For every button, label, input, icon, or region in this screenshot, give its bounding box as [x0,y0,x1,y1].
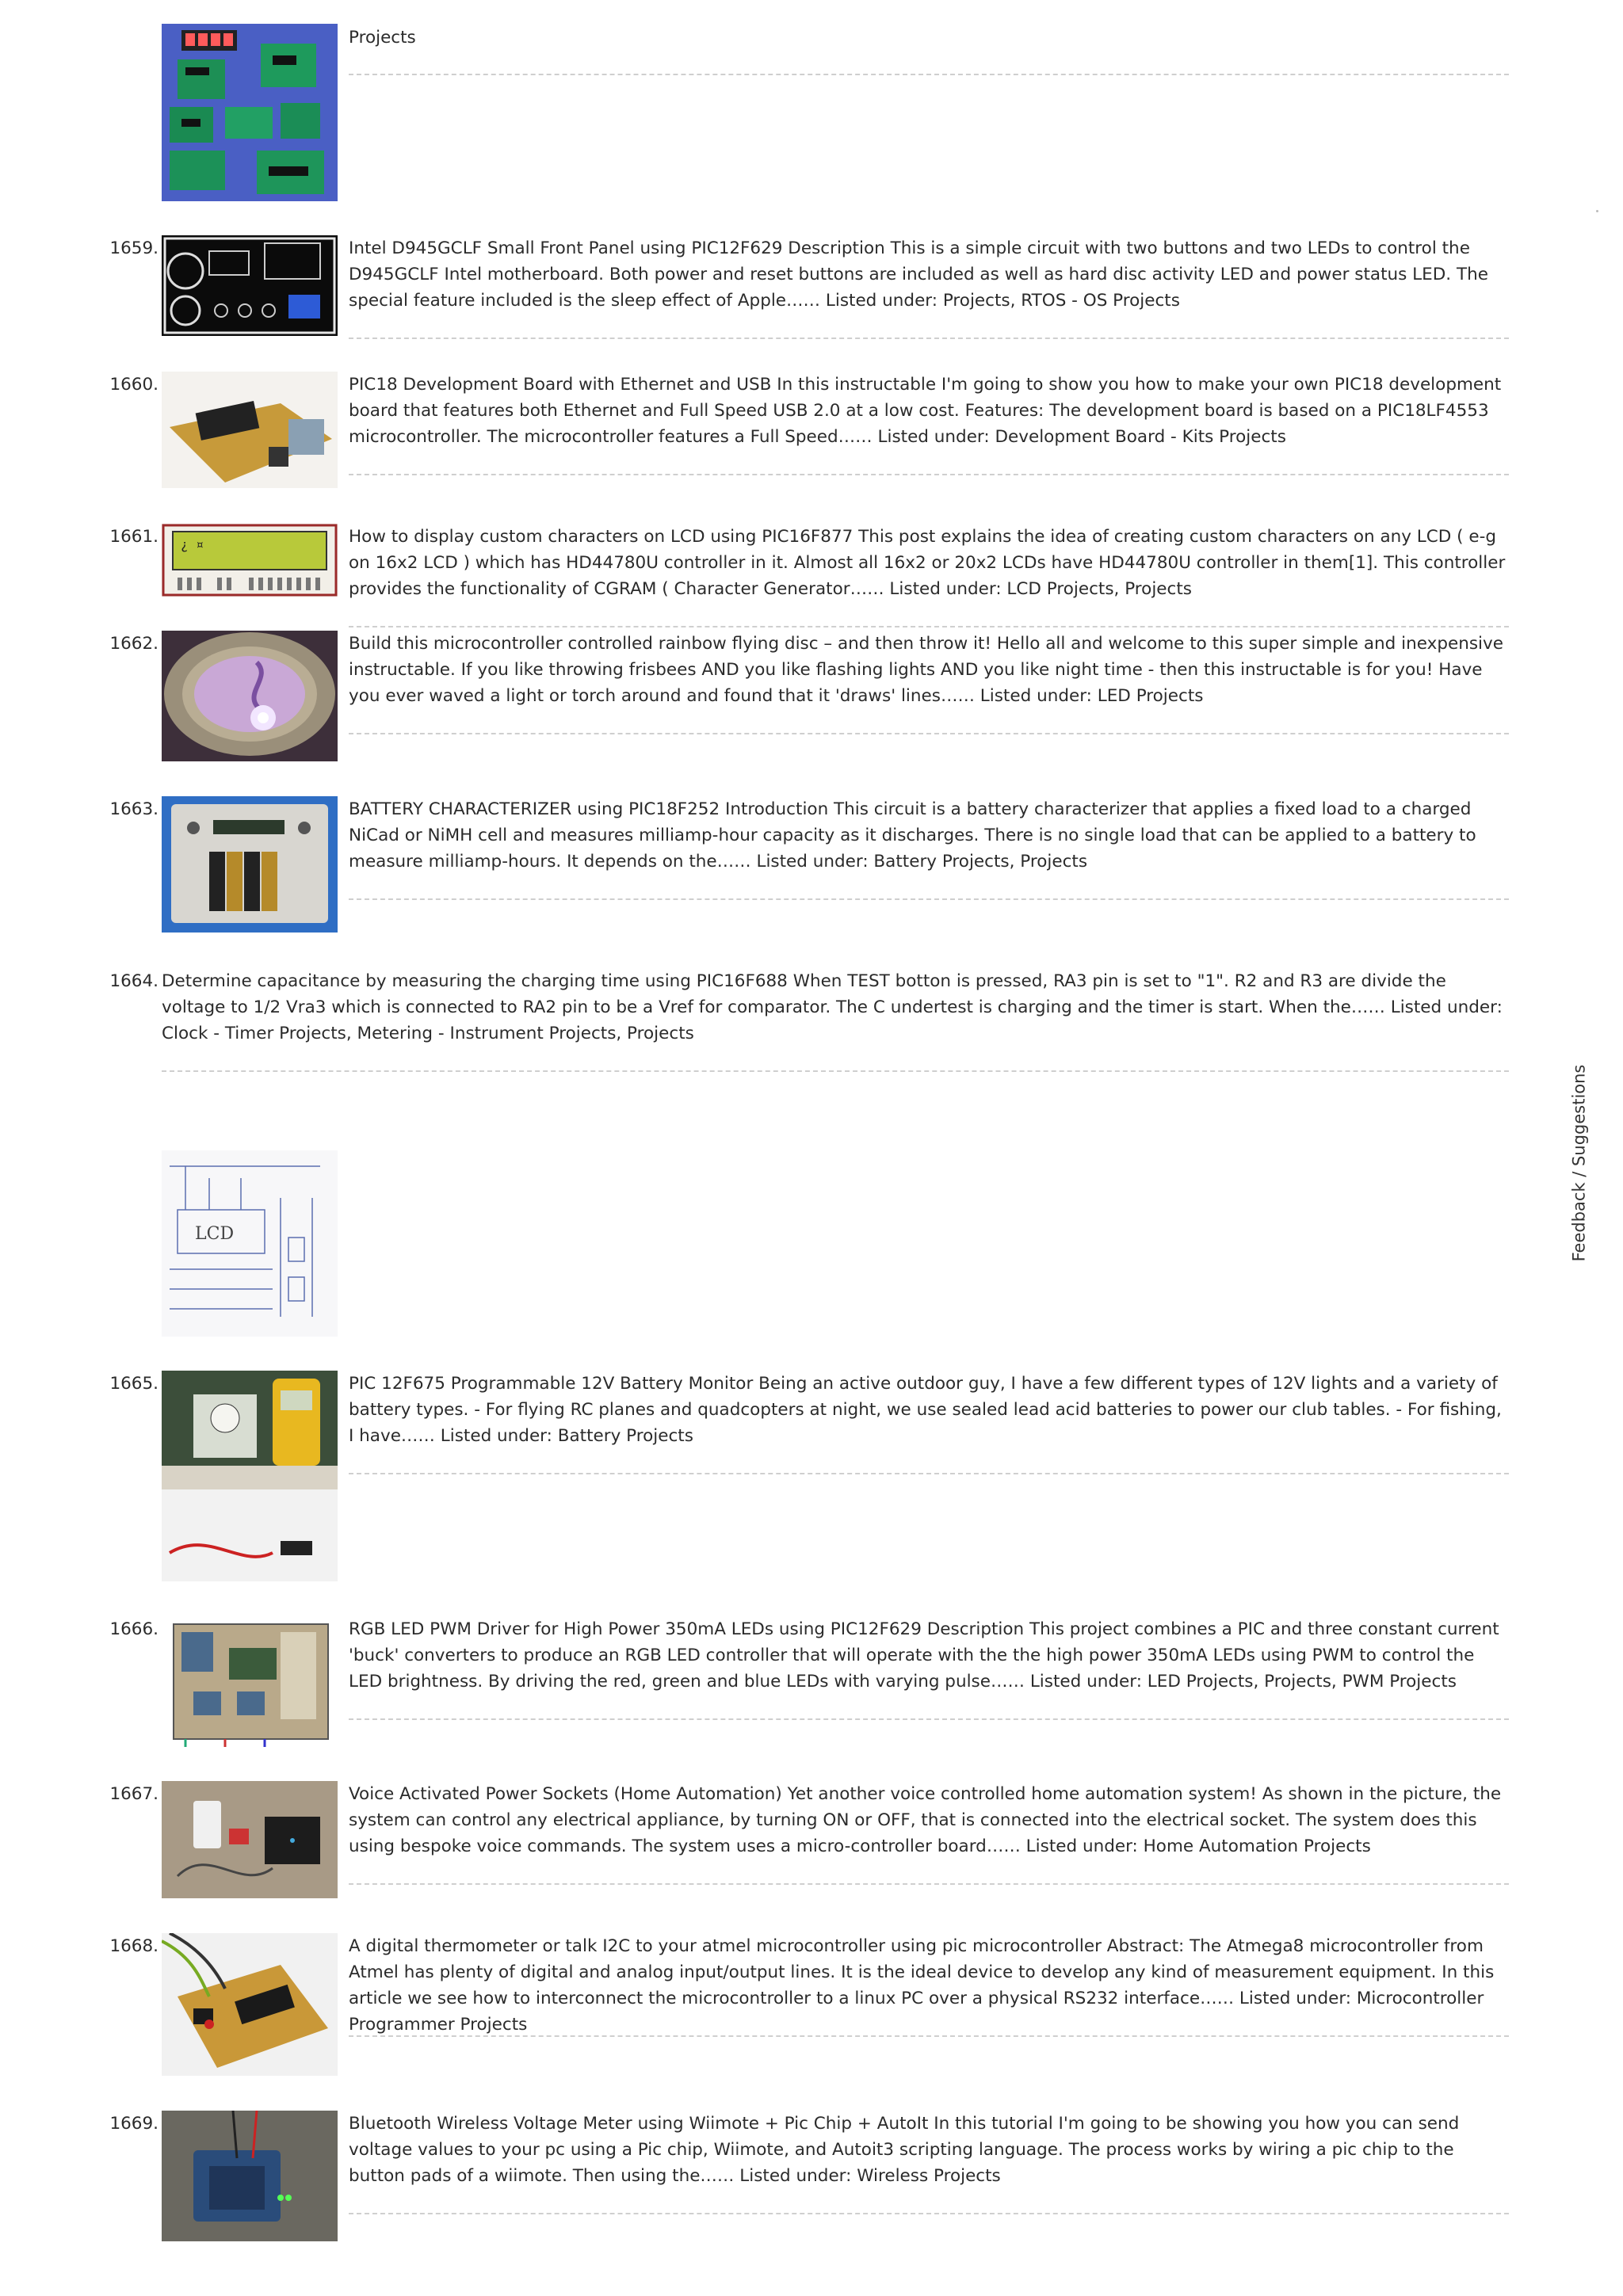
project-thumbnail[interactable] [162,24,338,201]
scroll-marker [1596,210,1598,212]
entry-number: 1662. [109,634,158,654]
entry-divider [349,1473,1509,1474]
entry-divider [349,1883,1509,1885]
project-description[interactable]: PIC 12F675 Programmable 12V Battery Monitor Being an active outdoor guy, I have a few different types of 12V lights and a variety of battery types. - For flying RC planes and quadcopters at night, we use sealed lead acid batteries to power our club tables. - For fishing, I have…… Listed under: Battery Projects [349,1374,1502,1446]
project-description[interactable]: BATTERY CHARACTERIZER using PIC18F252 Introduction This circuit is a battery characterizer that applies a fixed load to a charged NiCad or NiMH cell and measures milliamp-hour capacity as it discharges. There is no single load that can be applied to a battery to measure milliamp-hours. It depends on the…… Listed under: Battery Projects, Projects [349,799,1476,871]
project-thumbnail[interactable] [162,1150,338,1337]
project-thumbnail[interactable] [162,1933,338,2076]
project-description[interactable]: Intel D945GCLF Small Front Panel using PIC12F629 Description This is a simple circuit with two buttons and two LEDs to control the D945GCLF Intel motherboard. Both power and reset buttons are included as well as hard disc activity LED and power status LED. The special feature included is the sleep effect of Apple…… Listed under: Projects, RTOS - OS Projects [349,238,1488,311]
entry-divider [349,338,1509,339]
entry-divider [162,1070,1509,1072]
project-description[interactable]: PIC18 Development Board with Ethernet and USB In this instructable I'm going to show you how to make your own PIC18 development board that features both Ethernet and Full Speed USB 2.0 at a low cost. Features: The development board is based on a PIC18LF4553 microcontroller. The microcontroller features a Full Speed…… Listed under: Development Board - Kits Projects [349,375,1502,447]
project-description[interactable]: Build this microcontroller controlled rainbow flying disc – and then throw it! Hello all and welcome to this super simple and inexpensive instructable. If you like throwing frisbees AND you like flashing lights AND you like night time - then this instructable is for you! Have you ever waved a light or torch around and found that it 'draws' lines…… Listed under: LED Projects [349,634,1503,706]
project-thumbnail[interactable] [162,631,338,761]
entry-number: 1661. [109,527,158,547]
entry-number: 1669. [109,2114,158,2134]
project-thumbnail[interactable] [162,2111,338,2241]
project-thumbnail[interactable] [162,235,338,336]
entry-number: 1665. [109,1374,158,1394]
project-thumbnail[interactable] [162,1781,338,1898]
entry-number: 1666. [109,1619,158,1639]
project-thumbnail[interactable] [162,1616,338,1747]
project-description[interactable]: Voice Activated Power Sockets (Home Automation) Yet another voice controlled home automation system! As shown in the picture, the system can control any electrical appliance, by turning ON or OFF, that is connected into the electrical socket. The system does this using bespoke voice commands. The system uses a micro-controller board…… Listed under: Home Automation Projects [349,1784,1502,1856]
entry-number: 1667. [109,1784,158,1804]
project-thumbnail[interactable] [162,372,338,488]
entry-divider [349,2213,1509,2214]
entry-divider [349,733,1509,734]
entry-divider [349,2035,1509,2037]
project-description[interactable]: A digital thermometer or talk I2C to your atmel microcontroller using pic microcontroller Abstract: The Atmega8 microcontroller from Atmel has plenty of digital and analog input/output lines. It is the ideal device to develop any kind of measurement equipment. In this article we see how to interconnect the microcontroller to a linux PC over a physical RS232 interface…… Listed under: Microcontroller Programmer Projects [349,1936,1495,2035]
feedback-label: Feedback / Suggestions [1569,1064,1589,1262]
entry-number: 1660. [109,375,158,395]
project-description[interactable]: How to display custom characters on LCD using PIC16F877 This post explains the idea of creating custom characters on any LCD ( e-g on 16x2 LCD ) which has HD44780U controller in it. Almost all 16x2 or 20x2 LCDs have HD44780U controller in them[1]. This controller provides the functionality of CGRAM ( Character Generator…… Listed under: LCD Projects, Projects [349,527,1506,599]
svg-text:¿ ¤: ¿ ¤ [181,537,204,552]
project-thumbnail[interactable] [162,524,338,597]
project-description[interactable]: RGB LED PWM Driver for High Power 350mA LEDs using PIC12F629 Description This project combines a PIC and three constant current 'buck' converters to produce an RGB LED controller that will operate with the the high power 350mA LEDs using PWM to control the LED brightness. By driving the red, green and blue LEDs with varying pulse…… Listed under: LED Projects, Projects, PWM Projects [349,1619,1499,1691]
entry-number: 1664. [109,971,158,991]
entry-divider [349,626,1509,627]
project-thumbnail[interactable] [162,796,338,933]
entry-divider [349,898,1509,900]
feedback-tab[interactable] [1552,1064,1607,1262]
project-description[interactable]: Bluetooth Wireless Voltage Meter using Wiimote + Pic Chip + AutoIt In this tutorial I'm going to be showing you how you can send voltage values to your pc using a Pic chip, Wiimote, and Autoit3 scripting language. The process works by wiring a pic chip to the button pads of a wiimote. Then using the…… Listed under: Wireless Projects [349,2114,1460,2186]
entry-number: 1659. [109,238,158,258]
lcd-label: LCD [195,1224,235,1244]
project-thumbnail[interactable] [162,1371,338,1581]
entry-divider [349,74,1509,75]
entry-divider [349,1718,1509,1720]
project-description[interactable]: Projects [349,28,416,48]
entry-divider [349,474,1509,475]
entry-number: 1663. [109,799,158,819]
project-description[interactable]: Determine capacitance by measuring the charging time using PIC16F688 When TEST botton is pressed, RA3 pin is set to "1". R2 and R3 are divide the voltage to 1/2 Vra3 which is connected to RA2 pin to be a Vref for comparator. The C undertest is charging and the timer is start. When the…… Listed under: Clock - Timer Projects, Metering - Instrument Projects, Projects [162,971,1503,1043]
entry-number: 1668. [109,1936,158,1956]
